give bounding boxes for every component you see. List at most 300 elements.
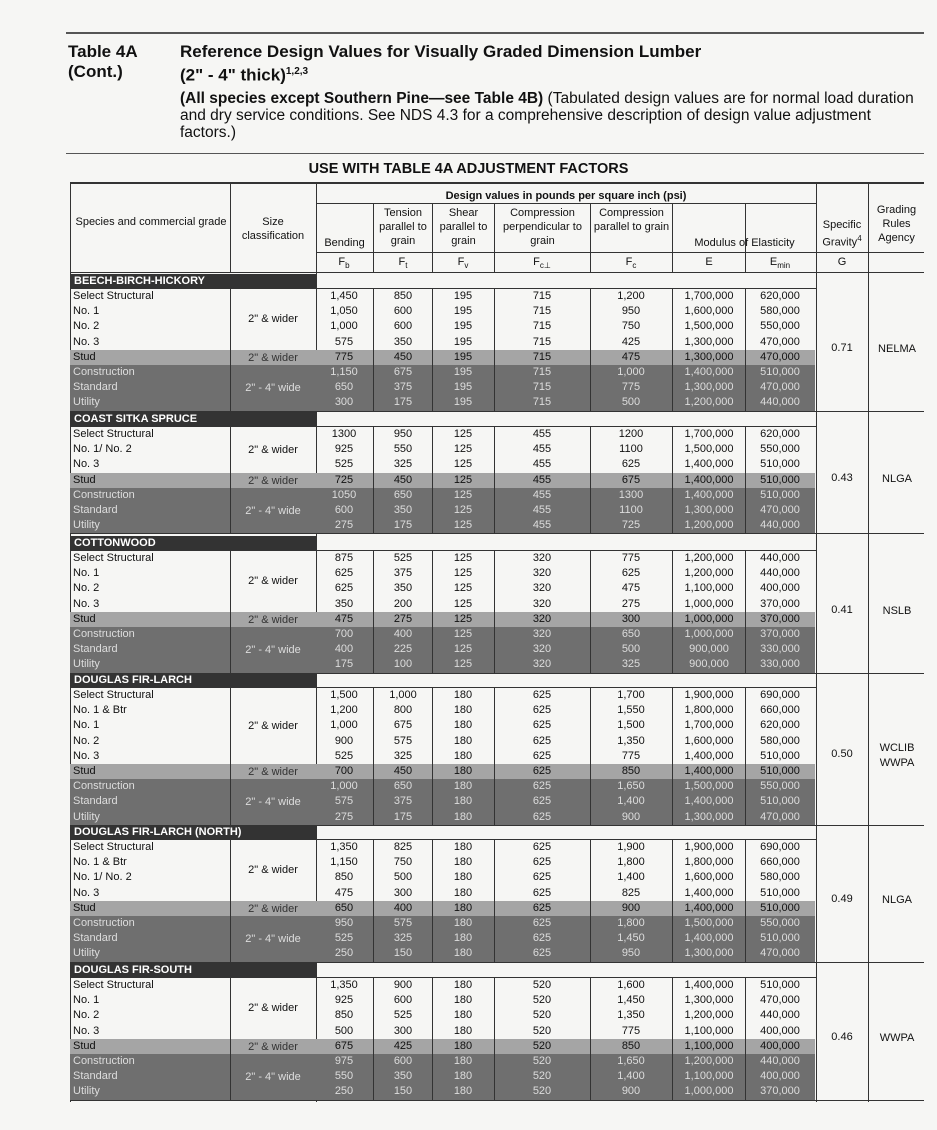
- design-value-cell: 180: [453, 856, 473, 869]
- size-label: 2" & wider: [248, 864, 298, 877]
- design-value-cell: 125: [453, 458, 473, 471]
- design-value-cell: 900: [334, 734, 354, 747]
- design-value-cell: 675: [621, 473, 641, 486]
- design-value-cell: 950: [621, 947, 641, 960]
- grading-agency: NLGA: [882, 473, 912, 486]
- size-label: 2" & wider: [248, 313, 298, 326]
- design-value-cell: 775: [621, 1024, 641, 1037]
- design-value-cell: 690,000: [760, 689, 800, 701]
- design-value-cell: 1,700,000: [684, 719, 734, 732]
- size-label-light: 2" - 4" wide: [245, 1070, 301, 1083]
- design-value-cell: 425: [393, 1039, 413, 1052]
- design-value-cell: 1,400: [617, 1070, 645, 1083]
- design-value-cell: 950: [621, 305, 641, 318]
- design-value-cell: 900: [393, 979, 413, 991]
- design-value-cell: 195: [453, 366, 473, 378]
- design-value-cell: 455: [532, 443, 552, 456]
- design-value-cell: 195: [453, 320, 473, 333]
- design-value-cell: 950: [334, 917, 354, 929]
- symbol-subscript: min: [777, 261, 791, 271]
- grade-label: Utility: [73, 810, 100, 823]
- design-value-cell: 520: [532, 1039, 552, 1052]
- symbol-main: F: [457, 256, 465, 268]
- design-value-cell: 1,300,000: [684, 381, 734, 394]
- header-design-values: Design values in pounds per square inch (psi): [445, 190, 687, 202]
- design-value-cell: 1,650: [617, 780, 645, 793]
- species-header: COTTONWOOD: [70, 536, 316, 551]
- design-value-cell: 1,650: [617, 1055, 645, 1067]
- design-value-cell: 775: [621, 381, 641, 394]
- design-value-cell: 1,700,000: [684, 428, 734, 440]
- design-value-cell: 150: [393, 947, 413, 960]
- design-value-cell: 520: [532, 1009, 552, 1022]
- size-label-light: 2" - 4" wide: [245, 504, 301, 517]
- design-value-cell: 195: [453, 381, 473, 394]
- design-value-cell: 600: [393, 320, 413, 333]
- value-col-line: [672, 840, 673, 962]
- design-value-cell: 715: [532, 366, 552, 378]
- design-value-cell: 350: [393, 1070, 413, 1083]
- design-value-cell: 1,400,000: [684, 473, 734, 486]
- value-col-line: [590, 688, 591, 825]
- design-value-cell: 520: [532, 1055, 552, 1067]
- design-value-cell: 500: [393, 871, 413, 884]
- design-value-cell: 1,300,000: [684, 504, 734, 516]
- grade-label: Construction: [73, 488, 135, 501]
- value-col-line: [672, 289, 673, 411]
- design-value-cell: 180: [453, 749, 473, 762]
- design-value-cell: 575: [334, 335, 354, 348]
- grading-agency: NLGA: [882, 893, 912, 906]
- grade-label: No. 2: [73, 320, 100, 333]
- grade-label: No. 3: [73, 886, 100, 899]
- grade-label: Construction: [73, 917, 135, 929]
- design-value-cell: 180: [453, 1070, 473, 1083]
- design-value-cell: 625: [532, 856, 552, 869]
- divider: [66, 153, 924, 154]
- design-value-cell: 625: [532, 734, 552, 747]
- design-value-cell: 625: [334, 582, 354, 595]
- section-bottom-line: [70, 533, 924, 534]
- design-value-cell: 180: [453, 947, 473, 960]
- symbol-main: F: [533, 256, 540, 268]
- design-value-cell: 275: [334, 519, 354, 532]
- grade-label: Standard: [73, 1070, 118, 1083]
- design-value-cell: 510,000: [760, 473, 800, 486]
- design-value-cell: 125: [453, 582, 473, 595]
- design-value-cell: 575: [393, 734, 413, 747]
- design-value-cell: 850: [393, 290, 413, 302]
- grade-label: Stud: [73, 612, 96, 625]
- column-symbol: [435, 255, 491, 273]
- design-value-cell: 455: [532, 488, 552, 501]
- design-value-cell: 375: [393, 795, 413, 808]
- sg-footnote: 4: [857, 234, 862, 243]
- design-value-cell: 125: [453, 628, 473, 640]
- design-value-cell: 925: [334, 994, 354, 1007]
- grade-label: No. 1: [73, 994, 100, 1007]
- symbol-main: F: [398, 256, 406, 268]
- design-value-cell: 1,000: [330, 780, 358, 793]
- design-value-cell: 1,600,000: [684, 734, 734, 747]
- design-value-cell: 520: [532, 1024, 552, 1037]
- design-value-cell: 620,000: [760, 428, 800, 440]
- design-value-cell: 1,300,000: [684, 335, 734, 348]
- design-value-cell: 1,500: [617, 719, 645, 732]
- header-top-line: [70, 182, 924, 184]
- design-value-cell: 250: [334, 1085, 354, 1098]
- design-value-cell: 1,200,000: [684, 519, 734, 532]
- grade-label: Select Structural: [73, 979, 154, 991]
- design-value-cell: 1,000,000: [684, 628, 734, 640]
- design-value-cell: 400: [393, 628, 413, 640]
- design-value-cell: 125: [453, 504, 473, 516]
- design-value-cell: 725: [621, 519, 641, 532]
- design-value-cell: 370,000: [760, 1085, 800, 1098]
- design-value-cell: 900: [621, 1085, 641, 1098]
- design-value-cell: 625: [532, 704, 552, 717]
- design-value-cell: 525: [334, 932, 354, 945]
- header-moe: Modulus of Elasticity: [694, 237, 795, 249]
- design-value-cell: 625: [532, 871, 552, 884]
- design-value-cell: 375: [393, 381, 413, 394]
- symbol-subscript: c⊥: [539, 261, 551, 271]
- design-value-cell: 475: [621, 582, 641, 595]
- design-value-cell: 520: [532, 994, 552, 1007]
- design-value-cell: 1,300,000: [684, 350, 734, 363]
- design-value-cell: 600: [393, 305, 413, 318]
- design-value-cell: 625: [532, 917, 552, 929]
- design-value-cell: 1,450: [617, 932, 645, 945]
- design-value-cell: 320: [532, 628, 552, 640]
- design-value-cell: 650: [621, 628, 641, 640]
- design-value-cell: 180: [453, 886, 473, 899]
- value-col-line: [590, 289, 591, 411]
- grade-label: Stud: [73, 901, 96, 914]
- design-value-cell: 1,600: [617, 979, 645, 991]
- design-value-cell: 1,800,000: [684, 704, 734, 717]
- size-label-light: 2" - 4" wide: [245, 932, 301, 945]
- symbol-main: E: [769, 256, 778, 268]
- grade-label: Stud: [73, 765, 96, 777]
- design-value-cell: 425: [621, 335, 641, 348]
- design-value-cell: 650: [334, 381, 354, 394]
- size-label: 2" & wider: [248, 1002, 298, 1015]
- design-value-cell: 1,900,000: [684, 841, 734, 853]
- size-label-light: 2" - 4" wide: [245, 381, 301, 394]
- grade-label: Construction: [73, 628, 135, 640]
- design-value-cell: 775: [621, 552, 641, 564]
- design-value-cell: 320: [532, 597, 552, 610]
- design-value-cell: 125: [453, 612, 473, 625]
- design-value-cell: 550: [334, 1070, 354, 1083]
- design-value-cell: 195: [453, 335, 473, 348]
- grade-label: No. 1 & Btr: [73, 704, 127, 717]
- design-value-cell: 1,350: [330, 979, 358, 991]
- design-value-cell: 1,200: [617, 290, 645, 302]
- grade-label: Construction: [73, 780, 135, 793]
- design-value-cell: 1,900,000: [684, 689, 734, 701]
- design-value-cell: 850: [334, 871, 354, 884]
- design-value-cell: 450: [393, 765, 413, 777]
- design-value-cell: 715: [532, 290, 552, 302]
- value-col-line: [590, 840, 591, 962]
- design-value-cell: 275: [621, 597, 641, 610]
- grade-label: Utility: [73, 947, 100, 960]
- size-col-line: [230, 184, 231, 272]
- table-title: Reference Design Values for Visually Graded Dimension Lumber (2" - 4" thick)$^{1,2,3}$: [180, 42, 702, 85]
- design-value-cell: 550,000: [760, 320, 800, 333]
- design-value-cell: 1,500: [330, 689, 358, 701]
- design-value-cell: 440,000: [760, 396, 800, 409]
- design-value-cell: 200: [393, 597, 413, 610]
- design-value-cell: 950: [393, 428, 413, 440]
- grade-label: No. 1: [73, 567, 100, 580]
- design-value-cell: 125: [453, 552, 473, 564]
- design-value-cell: 125: [453, 597, 473, 610]
- design-value-cell: 625: [532, 886, 552, 899]
- design-value-cell: 510,000: [760, 749, 800, 762]
- design-value-cell: 900: [621, 901, 641, 914]
- design-value-cell: 1,300,000: [684, 947, 734, 960]
- grade-label: Select Structural: [73, 552, 154, 564]
- design-value-cell: 325: [393, 458, 413, 471]
- header-shear: Shear parallel to grain: [439, 207, 488, 247]
- design-value-cell: 510,000: [760, 886, 800, 899]
- design-value-cell: 775: [621, 749, 641, 762]
- top-rule: [66, 32, 924, 34]
- design-value-cell: 620,000: [760, 719, 800, 732]
- grade-label: No. 1: [73, 719, 100, 732]
- design-value-cell: 180: [453, 704, 473, 717]
- size-label-stud: 2" & wider: [248, 1040, 298, 1053]
- grade-label: Standard: [73, 795, 118, 808]
- design-value-cell: 575: [334, 795, 354, 808]
- section-bottom-line: [70, 1100, 924, 1101]
- design-value-cell: 275: [393, 612, 413, 625]
- design-value-cell: 1,550: [617, 704, 645, 717]
- size-label: 2" & wider: [248, 720, 298, 732]
- design-value-cell: 350: [393, 504, 413, 516]
- specific-gravity-value: 0.41: [831, 603, 853, 616]
- design-value-cell: 470,000: [760, 381, 800, 394]
- design-value-cell: 600: [334, 504, 354, 516]
- design-value-cell: 625: [532, 932, 552, 945]
- grade-label: Standard: [73, 381, 118, 394]
- grade-label: Standard: [73, 932, 118, 945]
- design-value-cell: 180: [453, 810, 473, 823]
- design-value-cell: 300: [393, 886, 413, 899]
- design-value-cell: 225: [393, 643, 413, 656]
- design-value-cell: 875: [334, 552, 354, 564]
- table-subtitle: (All species except Southern Pine—see Table 4B) (Tabulated design values are for normal load duration and dry service conditions. See NDS 4.3 for a comprehensive description of design value adjustment factors.): [180, 90, 914, 141]
- design-value-cell: 125: [453, 428, 473, 440]
- design-value-cell: 900: [621, 810, 641, 823]
- design-value-cell: 400,000: [760, 1039, 800, 1052]
- design-value-cell: 525: [334, 458, 354, 471]
- header-specific-gravity: [816, 218, 868, 250]
- design-value-cell: 1,050: [330, 305, 358, 318]
- design-value-cell: 1,800,000: [684, 856, 734, 869]
- grade-label: No. 2: [73, 734, 100, 747]
- grade-label: Utility: [73, 658, 100, 671]
- design-value-cell: 650: [334, 901, 354, 914]
- design-value-cell: 320: [532, 612, 552, 625]
- grade-label: No. 3: [73, 597, 100, 610]
- header-bending: Bending: [324, 237, 365, 249]
- design-value-cell: 1,200,000: [684, 1009, 734, 1022]
- design-value-cell: 700: [334, 765, 354, 777]
- size-label-stud: 2" & wider: [248, 474, 298, 487]
- design-value-cell: 520: [532, 1085, 552, 1098]
- symbol-subscript: v: [464, 261, 469, 271]
- design-value-cell: 180: [453, 901, 473, 914]
- grade-label: Standard: [73, 504, 118, 516]
- grade-label: No. 1/ No. 2: [73, 871, 132, 884]
- design-value-cell: 625: [532, 719, 552, 732]
- design-value-cell: 1,400,000: [684, 886, 734, 899]
- design-value-cell: 850: [621, 1039, 641, 1052]
- value-col-line: [590, 551, 591, 673]
- design-value-cell: 475: [334, 612, 354, 625]
- design-value-cell: 1,800: [617, 917, 645, 929]
- grade-label: No. 3: [73, 1024, 100, 1037]
- symbol-main: E: [705, 256, 713, 268]
- design-value-cell: 350: [393, 335, 413, 348]
- design-value-cell: 325: [393, 932, 413, 945]
- column-symbol: [681, 255, 737, 269]
- design-value-cell: 1,100,000: [684, 582, 734, 595]
- grade-label: No. 1 & Btr: [73, 856, 127, 869]
- size-label: 2" & wider: [248, 575, 298, 588]
- design-value-cell: 195: [453, 350, 473, 363]
- design-value-cell: 625: [532, 810, 552, 823]
- design-value-cell: 455: [532, 428, 552, 440]
- design-value-cell: 180: [453, 871, 473, 884]
- design-value-cell: 470,000: [760, 947, 800, 960]
- design-value-cell: 1,150: [330, 856, 358, 869]
- design-value-cell: 300: [621, 612, 641, 625]
- use-with-note: USE WITH TABLE 4A ADJUSTMENT FACTORS: [308, 161, 629, 177]
- design-value-cell: 715: [532, 320, 552, 333]
- grading-agency: WCLIB: [879, 742, 915, 755]
- design-value-cell: 320: [532, 643, 552, 656]
- header-size: Size classification: [241, 216, 305, 242]
- symbol-subscript: c: [632, 261, 637, 271]
- design-value-cell: 1,400,000: [684, 979, 734, 991]
- design-value-cell: 455: [532, 458, 552, 471]
- design-value-cell: 1,000: [389, 689, 417, 701]
- design-value-cell: 575: [393, 917, 413, 929]
- design-value-cell: 1,000: [617, 366, 645, 378]
- design-value-cell: 800: [393, 704, 413, 717]
- agency-left-line: [868, 182, 869, 1102]
- value-col-line: [590, 427, 591, 533]
- design-value-cell: 1,450: [330, 290, 358, 302]
- design-value-cell: 330,000: [760, 658, 800, 671]
- design-value-cell: 1,000,000: [684, 612, 734, 625]
- design-value-cell: 1,200,000: [684, 1055, 734, 1067]
- design-value-cell: 550: [393, 443, 413, 456]
- design-value-cell: 180: [453, 932, 473, 945]
- design-value-cell: 1,500,000: [684, 917, 734, 929]
- grade-label: Select Structural: [73, 428, 154, 440]
- design-value-cell: 500: [334, 1024, 354, 1037]
- header-comp-par: Compression parallel to grain: [593, 207, 670, 233]
- design-value-cell: 660,000: [760, 704, 800, 717]
- table-number: Table 4A (Cont.): [68, 42, 138, 81]
- design-value-cell: 1,400,000: [684, 795, 734, 808]
- grade-label: No. 3: [73, 749, 100, 762]
- design-value-cell: 180: [453, 994, 473, 1007]
- design-value-cell: 580,000: [760, 871, 800, 884]
- design-value-cell: 275: [334, 810, 354, 823]
- size-label-light: 2" - 4" wide: [245, 643, 301, 656]
- design-value-cell: 1300: [331, 428, 357, 440]
- column-symbol: [514, 255, 570, 273]
- design-value-cell: 625: [532, 795, 552, 808]
- grading-agency: NSLB: [882, 604, 912, 617]
- design-value-cell: 510,000: [760, 366, 800, 378]
- design-value-cell: 1100: [619, 443, 643, 456]
- size-label-stud: 2" & wider: [248, 766, 298, 778]
- design-value-cell: 1,800: [617, 856, 645, 869]
- design-value-cell: 1,100,000: [684, 1039, 734, 1052]
- design-value-cell: 600: [393, 1055, 413, 1067]
- grading-agency: WWPA: [879, 1031, 915, 1044]
- design-value-cell: 450: [393, 473, 413, 486]
- symbol-subscript: b: [345, 261, 350, 271]
- design-value-cell: 180: [453, 841, 473, 853]
- size-label-stud: 2" & wider: [248, 351, 298, 364]
- design-value-cell: 440,000: [760, 1055, 800, 1067]
- column-symbol: [375, 255, 431, 273]
- design-value-cell: 510,000: [760, 979, 800, 991]
- design-value-cell: 1,400: [617, 795, 645, 808]
- design-value-cell: 625: [532, 765, 552, 777]
- design-value-cell: 470,000: [760, 335, 800, 348]
- design-value-cell: 715: [532, 305, 552, 318]
- column-symbol: [752, 255, 808, 273]
- design-value-cell: 1,200,000: [684, 567, 734, 580]
- design-value-cell: 510,000: [760, 795, 800, 808]
- design-value-cell: 1,400,000: [684, 932, 734, 945]
- design-value-cell: 1,400: [617, 871, 645, 884]
- design-value-cell: 125: [453, 488, 473, 501]
- design-value-cell: 455: [532, 473, 552, 486]
- design-value-cell: 180: [453, 689, 473, 701]
- design-value-cell: 1,000: [330, 320, 358, 333]
- grade-label: No. 2: [73, 582, 100, 595]
- design-value-cell: 325: [393, 749, 413, 762]
- grade-label: Utility: [73, 396, 100, 409]
- design-value-cell: 510,000: [760, 458, 800, 471]
- design-value-cell: 1,400,000: [684, 749, 734, 762]
- design-value-cell: 1,000: [330, 719, 358, 732]
- design-value-cell: 300: [393, 1024, 413, 1037]
- design-value-cell: 450: [393, 350, 413, 363]
- design-value-cell: 300: [334, 396, 354, 409]
- design-value-cell: 625: [334, 567, 354, 580]
- design-value-cell: 525: [334, 749, 354, 762]
- design-value-cell: 775: [334, 350, 354, 363]
- design-value-cell: 440,000: [760, 552, 800, 564]
- value-col-line: [672, 978, 673, 1100]
- design-value-cell: 195: [453, 290, 473, 302]
- design-value-cell: 370,000: [760, 628, 800, 640]
- design-value-cell: 660,000: [760, 856, 800, 869]
- design-value-cell: 1,350: [330, 841, 358, 853]
